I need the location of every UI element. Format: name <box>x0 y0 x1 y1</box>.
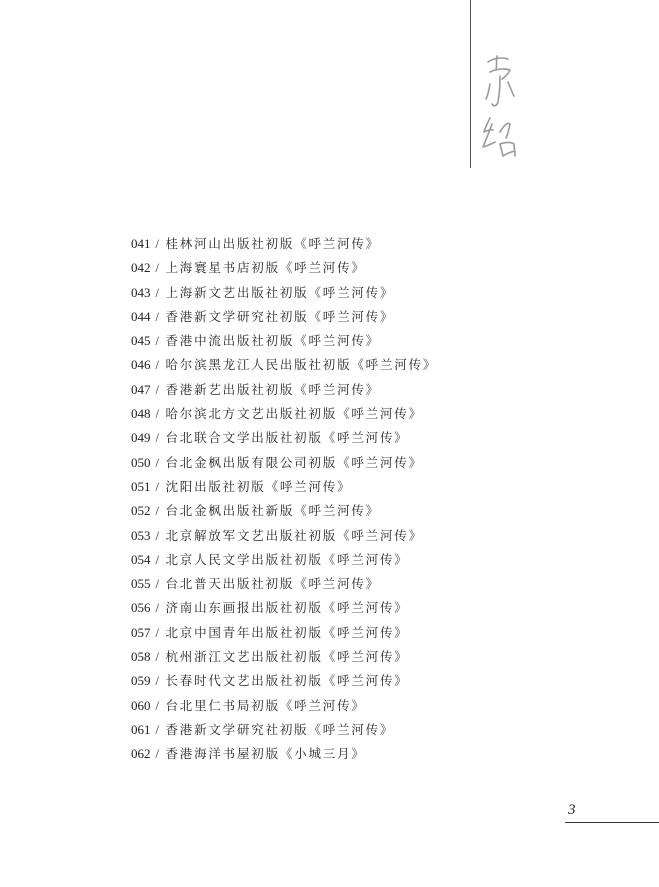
entry-number: 042 <box>131 260 151 276</box>
entry-number: 060 <box>131 697 151 713</box>
entry-number: 053 <box>131 527 151 543</box>
entry-title: 北京中国青年出版社初版《呼兰河传》 <box>165 624 409 640</box>
contents-entry <box>131 718 437 742</box>
contents-entry <box>131 305 437 329</box>
calligraphy-signature-drawing <box>478 52 522 170</box>
entry-separator: / <box>155 358 160 373</box>
contents-entry <box>131 402 437 426</box>
entry-number: 062 <box>131 746 151 762</box>
entry-number: 052 <box>131 503 151 519</box>
entry-number: 043 <box>131 284 151 300</box>
entry-separator: / <box>155 261 160 276</box>
entry-number: 061 <box>131 721 151 737</box>
contents-list <box>131 232 437 767</box>
entry-separator: / <box>155 528 160 543</box>
entry-title: 长春时代文艺出版社初版《呼兰河传》 <box>165 673 409 689</box>
entry-separator: / <box>155 625 160 640</box>
entry-number: 057 <box>131 624 151 640</box>
contents-entry <box>131 572 437 596</box>
entry-number: 058 <box>131 649 151 665</box>
entry-title: 桂林河山出版社初版《呼兰河传》 <box>165 236 380 251</box>
entry-number: 051 <box>131 478 151 494</box>
entry-number: 055 <box>131 576 151 592</box>
entry-number: 056 <box>131 600 151 616</box>
contents-entry <box>131 451 437 475</box>
entry-separator: / <box>155 504 160 519</box>
contents-entry <box>131 353 437 377</box>
contents-entry <box>131 742 437 766</box>
entry-title: 台北金枫出版社新版《呼兰河传》 <box>165 503 380 519</box>
entry-title: 上海寰星书店初版《呼兰河传》 <box>165 260 366 276</box>
entry-separator: / <box>155 601 160 616</box>
entry-separator: / <box>155 722 160 737</box>
entry-title: 香港海洋书屋初版《小城三月》 <box>165 746 366 762</box>
entry-separator: / <box>155 747 160 762</box>
entry-separator: / <box>155 577 160 592</box>
entry-title: 台北里仁书局初版《呼兰河传》 <box>165 697 366 713</box>
entry-separator: / <box>155 479 160 494</box>
entry-number: 041 <box>131 236 151 251</box>
entry-separator: / <box>155 431 160 446</box>
entry-title: 哈尔滨北方文艺出版社初版《呼兰河传》 <box>165 406 423 422</box>
entry-title: 北京人民文学出版社初版《呼兰河传》 <box>165 551 409 567</box>
entry-separator: / <box>155 455 160 470</box>
contents-entry <box>131 548 437 572</box>
entry-title: 北京解放军文艺出版社初版《呼兰河传》 <box>165 527 423 543</box>
contents-entry <box>131 596 437 620</box>
contents-entry <box>131 426 437 450</box>
contents-entry <box>131 524 437 548</box>
entry-title: 杭州浙江文艺出版社初版《呼兰河传》 <box>165 649 409 665</box>
entry-number: 049 <box>131 430 151 446</box>
contents-entry <box>131 232 437 256</box>
contents-entry <box>131 256 437 280</box>
entry-title: 台北普天出版社初版《呼兰河传》 <box>165 576 380 592</box>
entry-separator: / <box>155 334 160 349</box>
contents-entry <box>131 499 437 523</box>
calligraphy-signature <box>478 52 522 170</box>
entry-number: 044 <box>131 308 151 324</box>
entry-title: 上海新文艺出版社初版《呼兰河传》 <box>165 284 395 300</box>
entry-separator: / <box>155 309 160 324</box>
entry-number: 054 <box>131 551 151 567</box>
contents-entry <box>131 281 437 305</box>
page-number-rule <box>565 822 659 823</box>
entry-title: 台北联合文学出版社初版《呼兰河传》 <box>165 430 409 446</box>
contents-entry <box>131 378 437 402</box>
contents-entry <box>131 694 437 718</box>
entry-title: 香港中流出版社初版《呼兰河传》 <box>165 333 380 349</box>
contents-entry <box>131 645 437 669</box>
entry-number: 050 <box>131 454 151 470</box>
entry-title: 香港新文学研究社初版《呼兰河传》 <box>165 308 395 324</box>
entry-separator: / <box>155 285 160 300</box>
entry-title: 台北金枫出版有限公司初版《呼兰河传》 <box>165 454 423 470</box>
entry-separator: / <box>155 674 160 689</box>
entry-number: 059 <box>131 673 151 689</box>
entry-separator: / <box>155 237 160 251</box>
entry-separator: / <box>155 382 160 397</box>
contents-entry <box>131 475 437 499</box>
entry-separator: / <box>155 698 160 713</box>
page-number: 3 <box>568 802 576 818</box>
entry-title: 香港新文学研究社初版《呼兰河传》 <box>165 721 395 737</box>
entry-separator: / <box>155 552 160 567</box>
contents-entry <box>131 329 437 353</box>
contents-entry <box>131 621 437 645</box>
header-vertical-rule <box>470 0 471 168</box>
entry-separator: / <box>155 650 160 665</box>
entry-number: 047 <box>131 381 151 397</box>
entry-number: 048 <box>131 406 151 422</box>
entry-number: 046 <box>131 357 151 373</box>
contents-entry <box>131 669 437 693</box>
entry-title: 济南山东画报出版社初版《呼兰河传》 <box>165 600 409 616</box>
entry-title: 香港新艺出版社初版《呼兰河传》 <box>165 381 380 397</box>
entry-separator: / <box>155 407 160 422</box>
entry-title: 沈阳出版社初版《呼兰河传》 <box>165 478 352 494</box>
entry-title: 哈尔滨黑龙江人民出版社初版《呼兰河传》 <box>165 357 438 373</box>
entry-number: 045 <box>131 333 151 349</box>
